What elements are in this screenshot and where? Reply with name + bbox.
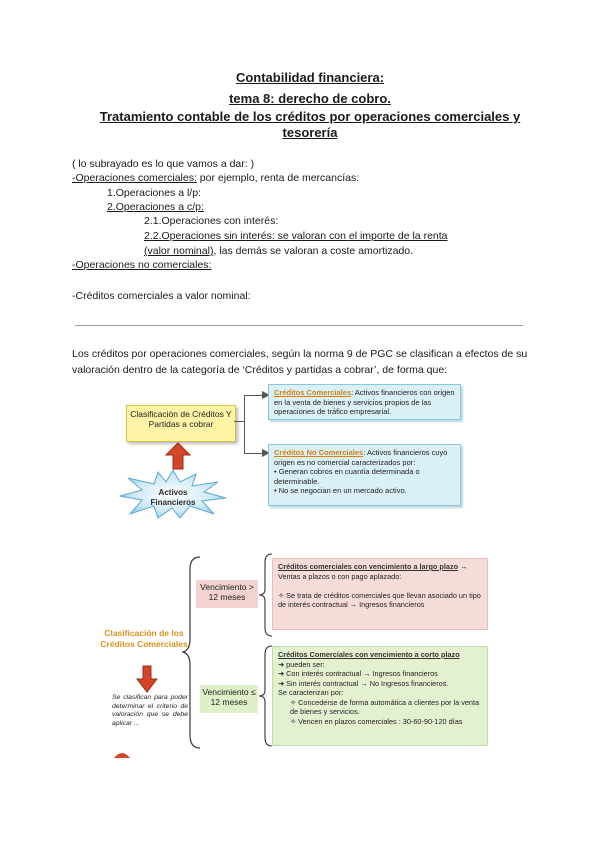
box-creditos-comerciales (268, 384, 461, 420)
outline-item-2: 2.Operaciones a c/p: (107, 201, 204, 213)
outline-note: ( lo subrayado es lo que vamos a dar: ) (72, 158, 255, 170)
box-creditos-no-comerciales (268, 444, 461, 506)
p2-line-5: ✧ Concederse de forma automática a clientes por la venta de bienes y servicios. (290, 697, 480, 716)
panel-largo-plazo (272, 558, 488, 630)
arrow-up-icon (165, 442, 191, 470)
op-com-label: -Operaciones comerciales: (72, 172, 197, 184)
panel-corto-plazo (272, 646, 488, 746)
vencimiento-largo-box: Vencimiento > 12 meses (196, 580, 258, 608)
connector-v (244, 395, 245, 453)
p1-arrow: → (458, 562, 468, 571)
star-label: Activos Financieros (150, 488, 196, 507)
connector-h (234, 421, 244, 422)
outline-op-no-comerciales: -Operaciones no comerciales: (72, 259, 212, 271)
outline-op-comerciales (72, 171, 359, 185)
divider (75, 325, 523, 326)
doc-title-2: tema 8: derecho de cobro. (229, 91, 391, 106)
red-shape-fragment (112, 748, 132, 758)
doc-title-1: Contabilidad financiera: (235, 70, 385, 85)
box2-bullet-1: • Generan cobros en cuantía determinada o determinable. (274, 467, 420, 486)
outline-item-1: 1.Operaciones a l/p: (107, 187, 201, 199)
intro-paragraph: Los créditos por operaciones comerciales, según la norma 9 de PGC se clasifican a efectos de su valoración dentro de la categoría de ‘Créditos y partidas a cobrar’, de forma que: (72, 348, 528, 376)
p2-head: Créditos Comerciales con vencimiento a corto plazo (278, 650, 460, 659)
box1-text: : Activos financieros con origen en la venta de bienes y servicios propios de las operaciones de tráfico empresarial. (274, 388, 455, 416)
outline-creditos-nominal: -Créditos comerciales a valor nominal: (72, 290, 251, 302)
item22c: , las demás se valoran a coste amortizado. (213, 245, 414, 257)
doc-title-3: Tratamiento contable de los créditos por operaciones comerciales y (99, 109, 521, 124)
p2-line-6: ✧ Vencen en plazos comerciales : 30-60-90-120 días (290, 716, 463, 726)
box2-text: : Activos financieros cuyo origen es no comercial caracterizados por: (274, 448, 448, 467)
p2-line-3: ➜ Sin interés contractual → No Ingresos financieros. (278, 678, 449, 688)
outline-item-2-1: 2.1.Operaciones con interés: (144, 215, 279, 227)
p1-head: Créditos comerciales con vencimiento a largo plazo (278, 562, 459, 571)
item22b: (valor nominal) (144, 245, 214, 257)
p2-line-4: Se caracterizan por: (278, 688, 344, 697)
outline-item-2-2a: 2.2.Operaciones sin interés: se valoran con el importe de la renta (144, 230, 448, 242)
p1-line-1: Ventas a plazos o con pago aplazado: (278, 571, 402, 581)
left-note: Se clasifican para poder determinar el criterio de valoración que se debe aplicar ... (112, 694, 188, 727)
box2-head: Créditos No Comerciales (274, 448, 364, 457)
box1-head: Créditos Comerciales (274, 388, 352, 397)
arrow-down-icon (136, 665, 158, 693)
yellow-classification-box: Clasificación de Créditos Y Partidas a cobrar (126, 405, 236, 442)
p2-line-1: ➜ pueden ser: (278, 659, 325, 669)
op-com-rest: por ejemplo, renta de mercancías: (196, 172, 360, 184)
doc-title-4: tesorería (282, 125, 338, 140)
left-title: Clasificación de los Créditos Comerciales (100, 628, 188, 649)
p1-line-2: ✧ Se trata de créditos comerciales que llevan asociado un tipo de interés contractual → Ingresos financieros (278, 590, 481, 609)
outline-item-2-2b (144, 244, 413, 258)
vencimiento-corto-box: Vencimiento ≤ 12 meses (200, 685, 258, 713)
box2-bullet-2: • No se negocian en un mercado activo. (274, 486, 407, 495)
p2-line-2: ➜ Con interés contractual → Ingresos financieros (278, 669, 438, 678)
